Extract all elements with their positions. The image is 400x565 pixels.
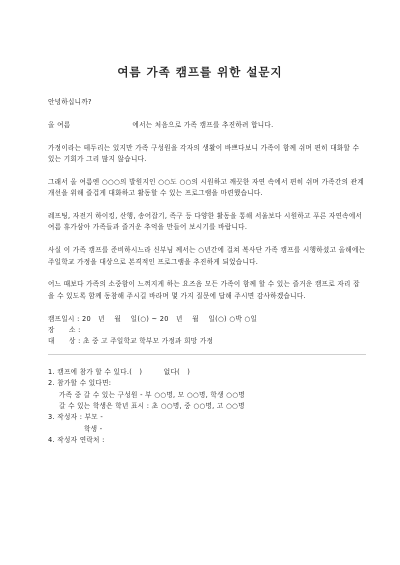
question-2: 2. 참가할 수 있다면:	[48, 379, 112, 388]
camp-place: 장 소 :	[48, 326, 81, 335]
question-3: 3. 작성자 : 부모 -	[48, 413, 104, 422]
paragraph-camp-location: 그래서 올 여름엔 ○○○의 발원지인 ○○도 ○○의 시원하고 깨끗한 자연 속에서 편히 쉬며 가족간의 관계 개선을 위해 즐겁게 대화하고 활동할 수 있는 프로그램을 마련했습니다.	[48, 177, 365, 198]
question-2-members: 가족 중 갈 수 있는 구성원 - 부 ○○명, 모 ○○명, 학생 ○○명	[59, 390, 245, 399]
questionnaire	[48, 367, 366, 447]
intro-paragraph	[48, 120, 366, 131]
paragraph-background: 사실 이 가족 캠프를 준비하시느라 신부님 께서는 ○년간에 걸쳐 복사단 가족 캠프를 시행하셨고 올해에는 주일학교 가정을 대상으로 본격적인 프로그램을 추진하게 되었습니다.	[48, 246, 366, 266]
greeting: 안녕하십니까?	[48, 98, 92, 106]
question-4: 4. 작성자 연락처 :	[48, 436, 105, 445]
document-body	[48, 97, 366, 447]
paragraph-activities: 레프팅, 자전거 하이킹, 산행, 송어잡기, 족구 등 다양한 활동을 통해 서울보다 시원하고 푸른 자연속에서 여름 휴가삼아 가족들과 즐거운 추억을 만들어 보시기를 바랍니다.	[48, 212, 363, 232]
camp-target: 대 상 : 초 중 고 주일학교 학부모 가정과 희망 가정	[48, 337, 214, 346]
paragraph-request: 어느 때보다 가족의 소중함이 느껴지게 하는 요즈음 모든 가족이 함께 할 수 있는 즐거운 캠프로 자리 잡을 수 있도록 함께 동참해 주시길 바라며 몇 가지 질문에 답해 주시면 감사하겠습니다.	[48, 280, 360, 300]
question-3-student: 학생 -	[84, 424, 103, 433]
intro-suffix: 에서는 처음으로 가족 캠프를 추진하려 합니다.	[132, 120, 274, 129]
document-title: 여름 가족 캠프를 위한 설문지	[117, 65, 283, 79]
divider	[48, 354, 366, 355]
intro-prefix: 올 여름	[48, 120, 71, 129]
paragraph-family-time: 가정이라는 테두리는 있지만 가족 구성원을 각자의 생활이 바쁘다보니 가족이 함께 쉬며 편히 대화할 수 있는 기회가 그리 많지 않습니다.	[48, 143, 360, 163]
camp-date: 캠프일시 : 20 년 월 일(○) ~ 20 년 월 일(○) ○박 ○일	[48, 314, 258, 323]
question-1: 1. 캠프에 참가 할 수 있다.( ) 없다( )	[48, 367, 191, 376]
camp-info	[48, 314, 366, 348]
question-2-grades: 갈 수 있는 학생은 학년 표시 : 초 ○○명, 중 ○○명, 고 ○○명	[59, 402, 245, 411]
